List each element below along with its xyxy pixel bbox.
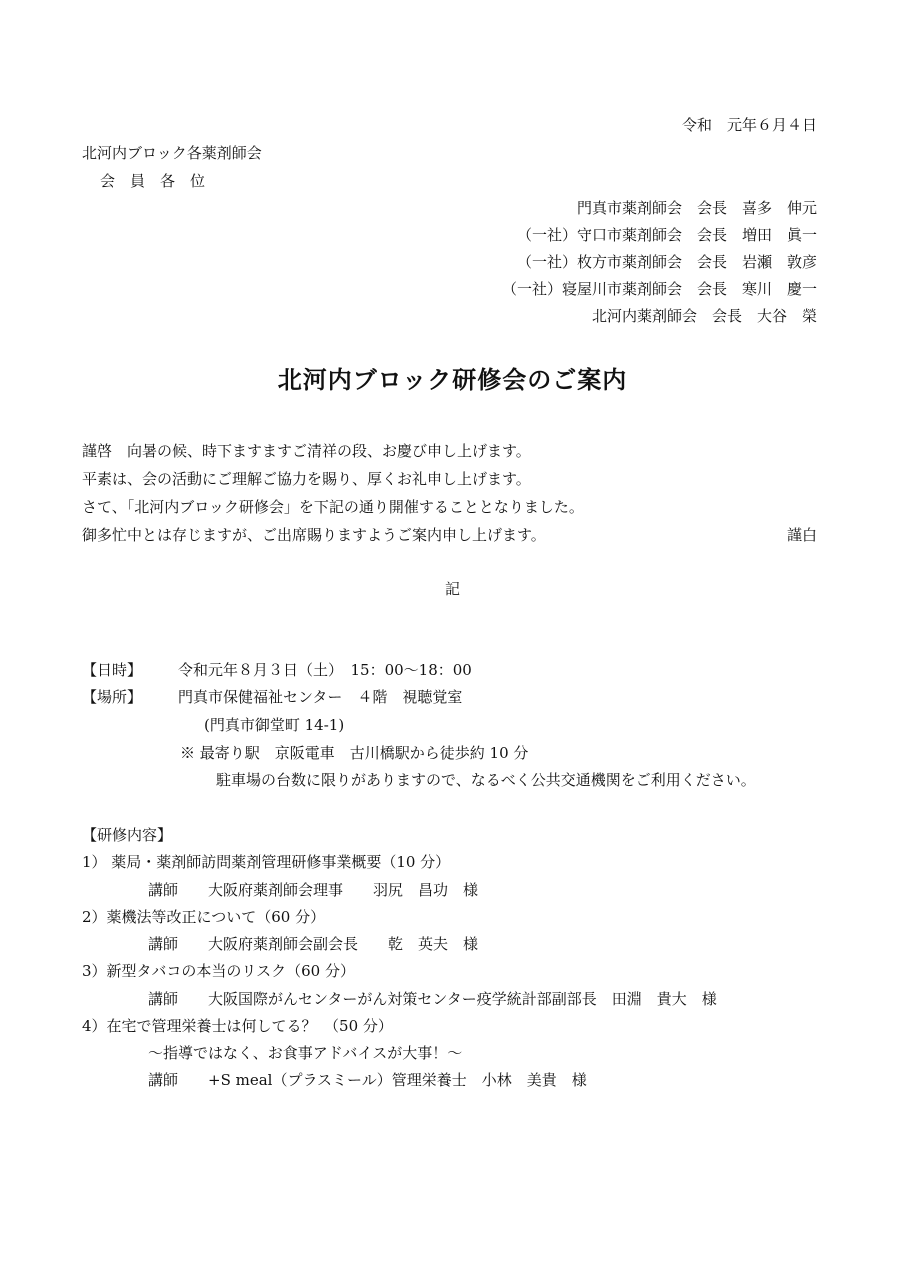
recipient-members: 会 員 各 位	[100, 172, 206, 190]
program-item-1-speaker: 講師 大阪府薬剤師会理事 羽尻 昌功 様	[148, 881, 479, 899]
place-label: 【場所】	[82, 688, 143, 706]
program-item-4-subtitle: ～指導ではなく、お食事アドバイスが大事！～	[148, 1044, 463, 1062]
program-item-2-title: 2）薬機法等改正について（60 分）	[82, 908, 326, 926]
greeting-line-2: 平素は、会の活動にご理解ご協力を賜り、厚くお礼申し上げます。	[82, 470, 531, 488]
sender-3: （一社）枚方市薬剤師会 会長 岩瀬 敦彦	[516, 253, 817, 271]
greeting-line-4: 御多忙中とは存じますが、ご出席賜りますようご案内申し上げます。	[82, 526, 546, 544]
program-item-3-title: 3）新型タバコの本当のリスク（60 分）	[82, 962, 355, 980]
program-item-2-speaker: 講師 大阪府薬剤師会副会長 乾 英夫 様	[148, 935, 479, 953]
program-item-1-title: 1） 薬局・薬剤師訪問薬剤管理研修事業概要（10 分）	[82, 853, 451, 871]
program-item-4-speaker: 講師 +S meal（プラスミール）管理栄養士 小林 美貴 様	[148, 1071, 587, 1089]
program-item-4-title: 4）在宅で管理栄養士は何してる？ （50 分）	[82, 1017, 393, 1035]
place-value: 門真市保健福祉センター ４階 視聴覚室	[178, 688, 463, 706]
sender-4: （一社）寝屋川市薬剤師会 会長 寒川 慶一	[501, 280, 817, 298]
greeting-closing: 謹白	[786, 526, 817, 544]
document-title: 北河内ブロック研修会のご案内	[277, 366, 628, 394]
parking-note: 駐車場の台数に限りがありますので、なるべく公共交通機関をご利用ください。	[216, 771, 756, 789]
sender-2: （一社）守口市薬剤師会 会長 増田 眞一	[516, 226, 817, 244]
issue-date: 令和 元年６月４日	[681, 116, 817, 134]
recipient-org: 北河内ブロック各薬剤師会	[82, 144, 262, 162]
greeting-line-3: さて、「北河内ブロック研修会」を下記の通り開催することとなりました。	[82, 498, 584, 516]
ki-marker: 記	[444, 580, 460, 598]
place-address: (門真市御堂町 14-1)	[204, 716, 345, 734]
access-note: ※ 最寄り駅 京阪電車 古川橋駅から徒歩約 10 分	[180, 744, 529, 762]
program-heading: 【研修内容】	[82, 826, 173, 844]
datetime-label: 【日時】	[82, 661, 143, 679]
sender-1: 門真市薬剤師会 会長 喜多 伸元	[576, 199, 817, 217]
greeting-line-1: 謹啓 向暑の候、時下ますますご清祥の段、お慶び申し上げます。	[82, 442, 531, 460]
datetime-value: 令和元年８月３日（土） 15：00～18：00	[178, 661, 472, 679]
sender-5: 北河内薬剤師会 会長 大谷 榮	[591, 307, 817, 325]
program-item-3-speaker: 講師 大阪国際がんセンターがん対策センター疫学統計部副部長 田淵 貴大 様	[148, 990, 717, 1008]
